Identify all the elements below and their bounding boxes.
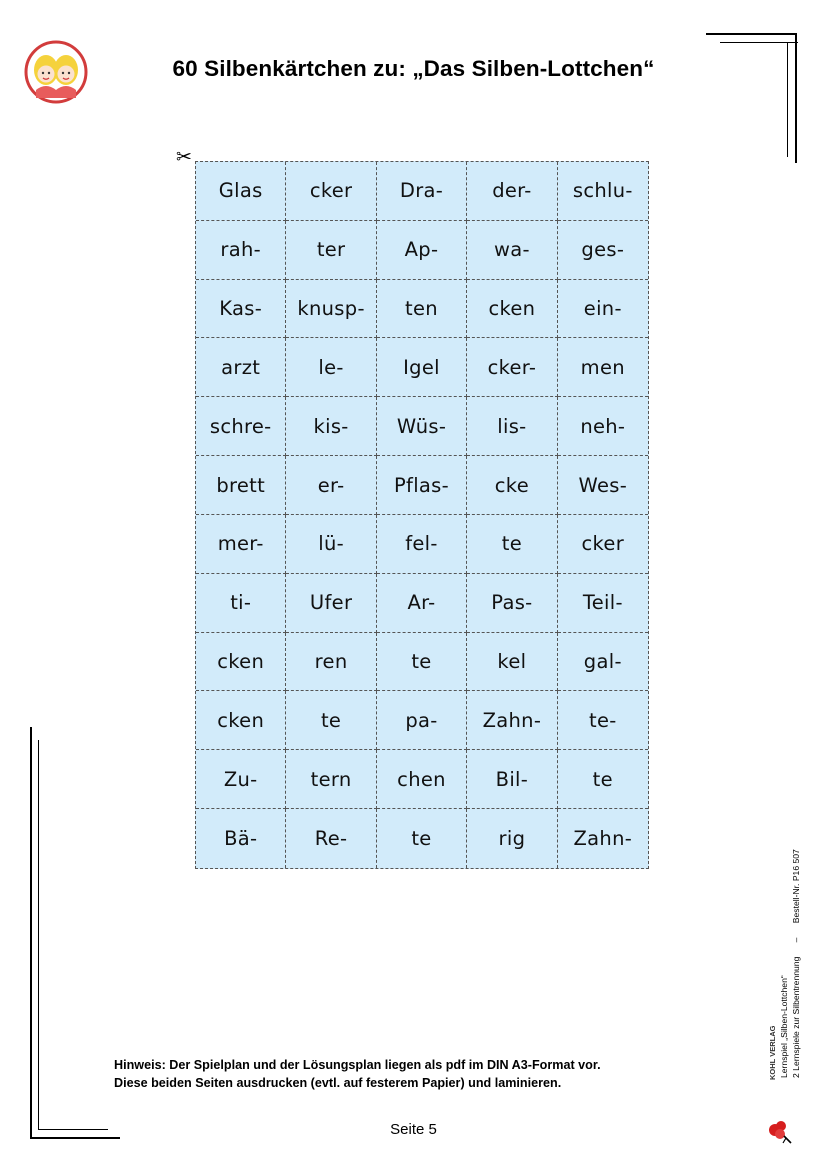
- syllable-card: schre-: [196, 397, 286, 456]
- frame-line-left-vertical: [30, 727, 32, 1137]
- syllable-card: cker: [286, 162, 376, 221]
- syllable-card: brett: [196, 456, 286, 515]
- syllable-card: Wes-: [558, 456, 648, 515]
- syllable-card: pa-: [377, 691, 467, 750]
- hint-line-1: Hinweis: Der Spielplan und der Lösungsplan liegen als pdf im DIN A3-Format vor.: [114, 1058, 601, 1072]
- syllable-card: cker: [558, 515, 648, 574]
- syllable-card: cken: [467, 280, 557, 339]
- syllable-card: Ufer: [286, 574, 376, 633]
- syllable-card: Ar-: [377, 574, 467, 633]
- syllable-card: ren: [286, 633, 376, 692]
- syllable-card: rah-: [196, 221, 286, 280]
- syllable-card: cken: [196, 633, 286, 692]
- syllable-card: men: [558, 338, 648, 397]
- side-line-1: Lernspiel „Silben-Lottchen“: [779, 975, 789, 1078]
- scissors-icon: ✂: [176, 147, 192, 168]
- frame-line-top-right: [706, 33, 796, 35]
- page-number: Seite 5: [390, 1121, 437, 1138]
- syllable-card: te: [286, 691, 376, 750]
- kohl-verlag-logo-icon: [766, 1116, 792, 1144]
- frame-line-left-vertical-inner: [38, 740, 39, 1130]
- syllable-card: te-: [558, 691, 648, 750]
- side-product-info: [778, 728, 804, 1078]
- hint-text: [114, 1056, 601, 1092]
- side-separator: –: [791, 937, 801, 943]
- syllable-card: der-: [467, 162, 557, 221]
- syllable-card: Wüs-: [377, 397, 467, 456]
- syllable-card: lis-: [467, 397, 557, 456]
- syllable-card: arzt: [196, 338, 286, 397]
- side-order-number: Bestell-Nr. P16 507: [791, 849, 801, 924]
- syllable-card: cker-: [467, 338, 557, 397]
- syllable-card-grid: [195, 161, 649, 869]
- syllable-card: ges-: [558, 221, 648, 280]
- syllable-card: Re-: [286, 809, 376, 868]
- syllable-card: te: [467, 515, 557, 574]
- syllable-card: tern: [286, 750, 376, 809]
- syllable-card: lü-: [286, 515, 376, 574]
- syllable-card: te: [558, 750, 648, 809]
- syllable-card: Bä-: [196, 809, 286, 868]
- syllable-card: ti-: [196, 574, 286, 633]
- syllable-card: ten: [377, 280, 467, 339]
- side-line-2-row: [790, 728, 802, 1078]
- syllable-card: Glas: [196, 162, 286, 221]
- syllable-card: cke: [467, 456, 557, 515]
- syllable-card: er-: [286, 456, 376, 515]
- syllable-card: Pas-: [467, 574, 557, 633]
- page-title: 60 Silbenkärtchen zu: „Das Silben-Lottchen“: [172, 56, 655, 81]
- publisher-name: KOHL VERLAG: [768, 1025, 777, 1080]
- frame-line-right-vertical: [795, 33, 797, 163]
- syllable-card: mer-: [196, 515, 286, 574]
- syllable-card: neh-: [558, 397, 648, 456]
- syllable-card: ter: [286, 221, 376, 280]
- syllable-card: Dra-: [377, 162, 467, 221]
- syllable-card: gal-: [558, 633, 648, 692]
- syllable-card: wa-: [467, 221, 557, 280]
- syllable-card: fel-: [377, 515, 467, 574]
- syllable-card: Kas-: [196, 280, 286, 339]
- syllable-card: kis-: [286, 397, 376, 456]
- hint-line-2: Diese beiden Seiten ausdrucken (evtl. auf festerem Papier) und laminieren.: [114, 1076, 562, 1090]
- syllable-card: Zu-: [196, 750, 286, 809]
- syllable-card: rig: [467, 809, 557, 868]
- syllable-card: chen: [377, 750, 467, 809]
- syllable-card: knusp-: [286, 280, 376, 339]
- side-line-2: 2 Lernspiele zur Silbentrennung: [791, 956, 801, 1078]
- syllable-card: le-: [286, 338, 376, 397]
- syllable-card: cken: [196, 691, 286, 750]
- syllable-card: te: [377, 809, 467, 868]
- syllable-card: Igel: [377, 338, 467, 397]
- syllable-card: schlu-: [558, 162, 648, 221]
- syllable-card: ein-: [558, 280, 648, 339]
- syllable-card: Zahn-: [467, 691, 557, 750]
- syllable-card: Zahn-: [573, 827, 633, 851]
- syllable-card: Pflas-: [377, 456, 467, 515]
- syllable-card: te: [377, 633, 467, 692]
- syllable-card: Bil-: [467, 750, 557, 809]
- syllable-card: Teil-: [558, 574, 648, 633]
- syllable-card: Ap-: [377, 221, 467, 280]
- syllable-card: kel: [467, 633, 557, 692]
